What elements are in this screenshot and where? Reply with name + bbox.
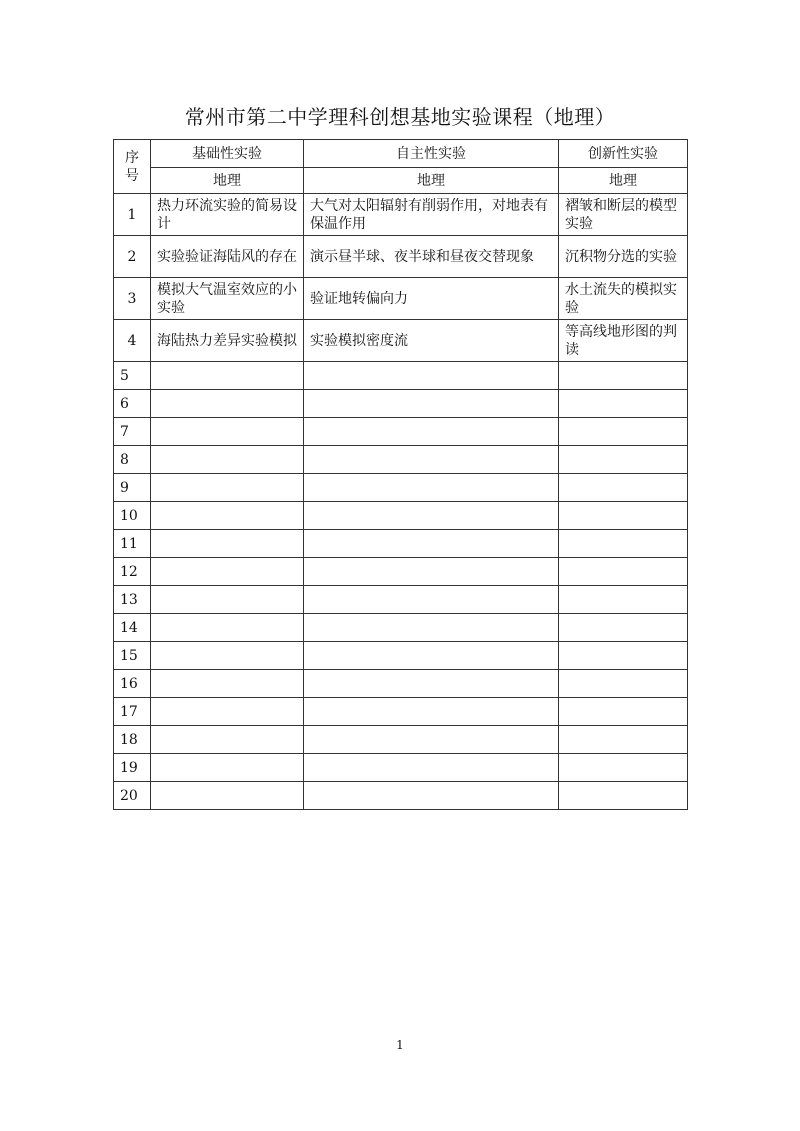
empty-row <box>114 698 688 726</box>
empty-cell <box>151 642 304 670</box>
empty-cell <box>559 782 688 810</box>
empty-cell <box>304 726 559 754</box>
autonomous-experiment: 实验模拟密度流 <box>304 320 559 362</box>
row-number: 18 <box>114 726 151 754</box>
row-number: 2 <box>114 236 151 278</box>
empty-row <box>114 418 688 446</box>
row-number: 4 <box>114 320 151 362</box>
row-number: 13 <box>114 586 151 614</box>
table-row <box>114 194 688 236</box>
basic-experiment: 热力环流实验的简易设计 <box>151 194 304 236</box>
empty-cell <box>151 754 304 782</box>
empty-cell <box>559 754 688 782</box>
empty-cell <box>304 390 559 418</box>
empty-cell <box>151 558 304 586</box>
row-number: 10 <box>114 502 151 530</box>
empty-cell <box>151 390 304 418</box>
empty-cell <box>151 726 304 754</box>
basic-experiment: 模拟大气温室效应的小实验 <box>151 278 304 320</box>
col-header-innovative: 创新性实验 <box>559 140 688 168</box>
empty-cell <box>559 474 688 502</box>
empty-row <box>114 782 688 810</box>
empty-row <box>114 558 688 586</box>
autonomous-experiment: 验证地转偏向力 <box>304 278 559 320</box>
row-number: 20 <box>114 782 151 810</box>
row-number: 7 <box>114 418 151 446</box>
empty-cell <box>151 614 304 642</box>
seq-header-bottom: 号 <box>125 167 139 184</box>
empty-cell <box>304 474 559 502</box>
autonomous-experiment: 演示昼半球、夜半球和昼夜交替现象 <box>304 236 559 278</box>
empty-cell <box>304 418 559 446</box>
empty-cell <box>304 670 559 698</box>
header-row <box>114 140 688 168</box>
page-title: 常州市第二中学理科创想基地实验课程（地理） <box>184 105 616 129</box>
empty-cell <box>151 698 304 726</box>
empty-cell <box>304 530 559 558</box>
empty-cell <box>559 530 688 558</box>
row-number: 15 <box>114 642 151 670</box>
empty-cell <box>151 418 304 446</box>
basic-experiment: 海陆热力差异实验模拟 <box>151 320 304 362</box>
empty-cell <box>304 446 559 474</box>
empty-cell <box>304 558 559 586</box>
row-number: 3 <box>114 278 151 320</box>
subject-header-basic: 地理 <box>151 168 304 194</box>
seq-header <box>114 140 151 194</box>
empty-row <box>114 446 688 474</box>
empty-cell <box>304 642 559 670</box>
empty-cell <box>559 670 688 698</box>
empty-cell <box>559 586 688 614</box>
empty-cell <box>559 362 688 390</box>
empty-cell <box>151 446 304 474</box>
empty-cell <box>151 474 304 502</box>
empty-cell <box>559 698 688 726</box>
innovative-experiment: 沉积物分选的实验 <box>559 236 688 278</box>
empty-cell <box>151 586 304 614</box>
empty-cell <box>559 390 688 418</box>
row-number: 17 <box>114 698 151 726</box>
innovative-experiment: 等高线地形图的判读 <box>559 320 688 362</box>
row-number: 6 <box>114 390 151 418</box>
empty-row <box>114 754 688 782</box>
empty-cell <box>559 418 688 446</box>
empty-cell <box>304 698 559 726</box>
col-header-autonomous: 自主性实验 <box>304 140 559 168</box>
row-number: 1 <box>114 194 151 236</box>
subject-header-innovative: 地理 <box>559 168 688 194</box>
page-number: 1 <box>396 1038 404 1052</box>
seq-header-top: 序 <box>125 149 139 166</box>
empty-cell <box>559 726 688 754</box>
empty-row <box>114 362 688 390</box>
empty-cell <box>304 614 559 642</box>
empty-row <box>114 614 688 642</box>
empty-row <box>114 530 688 558</box>
row-number: 5 <box>114 362 151 390</box>
empty-cell <box>151 782 304 810</box>
empty-cell <box>559 642 688 670</box>
empty-cell <box>151 362 304 390</box>
empty-cell <box>151 502 304 530</box>
subject-row <box>114 168 688 194</box>
empty-row <box>114 586 688 614</box>
empty-cell <box>151 530 304 558</box>
innovative-experiment: 褶皱和断层的模型实验 <box>559 194 688 236</box>
autonomous-experiment: 大气对太阳辐射有削弱作用，对地表有保温作用 <box>304 194 559 236</box>
empty-cell <box>304 782 559 810</box>
empty-cell <box>304 586 559 614</box>
empty-row <box>114 390 688 418</box>
empty-row <box>114 474 688 502</box>
empty-row <box>114 502 688 530</box>
innovative-experiment: 水土流失的模拟实验 <box>559 278 688 320</box>
empty-cell <box>151 670 304 698</box>
empty-cell <box>559 446 688 474</box>
table-row <box>114 278 688 320</box>
row-number: 12 <box>114 558 151 586</box>
course-table <box>113 139 688 810</box>
empty-cell <box>304 362 559 390</box>
row-number: 14 <box>114 614 151 642</box>
row-number: 16 <box>114 670 151 698</box>
empty-cell <box>559 558 688 586</box>
col-header-basic: 基础性实验 <box>151 140 304 168</box>
row-number: 8 <box>114 446 151 474</box>
row-number: 9 <box>114 474 151 502</box>
empty-row <box>114 642 688 670</box>
empty-cell <box>559 614 688 642</box>
empty-cell <box>304 502 559 530</box>
empty-row <box>114 670 688 698</box>
row-number: 11 <box>114 530 151 558</box>
basic-experiment: 实验验证海陆风的存在 <box>151 236 304 278</box>
empty-cell <box>559 502 688 530</box>
row-number: 19 <box>114 754 151 782</box>
empty-row <box>114 726 688 754</box>
empty-cell <box>304 754 559 782</box>
subject-header-autonomous: 地理 <box>304 168 559 194</box>
table-row <box>114 236 688 278</box>
table-row <box>114 320 688 362</box>
